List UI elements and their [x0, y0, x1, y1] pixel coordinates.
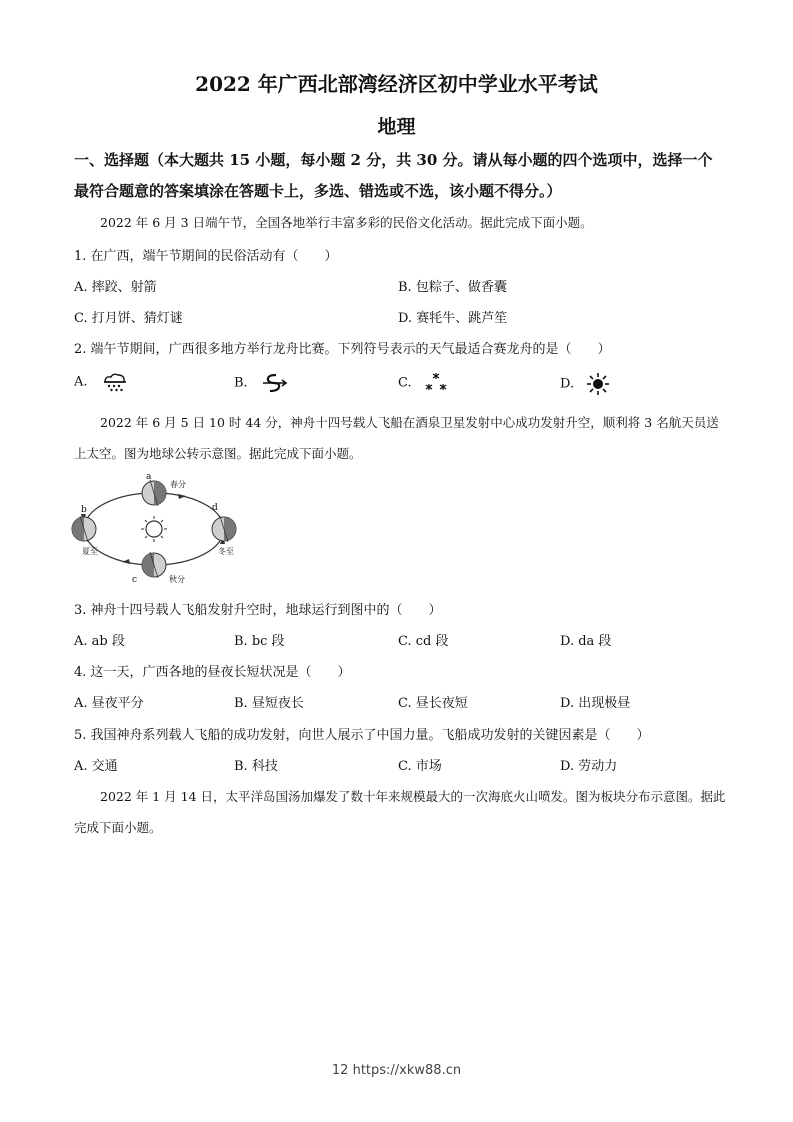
orbit-label-a: a [146, 472, 152, 482]
question-1-stem: 1. 在广西，端午节期间的民俗活动有（ ） [74, 249, 338, 264]
earth-orbit-diagram [70, 470, 240, 588]
question-2-option-c-label: C. [398, 375, 412, 391]
question-5-option-d: D. 劳动力 [560, 759, 618, 774]
question-3-option-c: C. cd 段 [398, 634, 449, 649]
question-4-option-c: C. 昼长夜短 [398, 696, 468, 711]
question-2-option-c [398, 372, 448, 394]
exam-title: 2022 年广西北部湾经济区初中学业水平考试 [195, 72, 598, 96]
question-2-option-b-label: B. [234, 375, 248, 391]
question-5-option-b: B. 科技 [234, 759, 278, 774]
question-1-option-b: B. 包粽子、做香囊 [398, 280, 507, 295]
orbit-label-autumn: 秋分 [169, 575, 185, 584]
earth-position-d [212, 516, 236, 542]
earth-position-c [142, 552, 166, 578]
question-1-option-d: D. 赛牦牛、跳芦笙 [398, 311, 508, 326]
earth-position-a [142, 480, 166, 506]
orbit-label-summer: 夏至 [82, 547, 98, 556]
question-3-option-b: B. bc 段 [234, 634, 285, 649]
orbit-label-b: b [81, 505, 87, 515]
orbit-label-spring: 春分 [170, 480, 186, 489]
snow-icon [424, 372, 448, 394]
question-1-option-c: C. 打月饼、猜灯谜 [74, 311, 183, 326]
question-2-stem: 2. 端午节期间，广西很多地方举行龙舟比赛。下列符号表示的天气最适合赛龙舟的是（ ） [74, 342, 611, 357]
question-4-option-b: B. 昼短夜长 [234, 696, 304, 711]
section-heading: 一、选择题（本大题共 15 小题，每小题 2 分，共 30 分。请从每小题的四个选项中，选择一个最符合题意的答案填涂在答题卡上，多选、错选或不选，该小题不得分。） [74, 151, 713, 200]
question-5-option-c: C. 市场 [398, 759, 442, 774]
question-2-option-a-label: A. [74, 374, 88, 390]
question-5-stem: 5. 我国神舟系列载人飞船的成功发射，向世人展示了中国力量。飞船成功发射的关键因素是（ ） [74, 728, 650, 743]
question-2-option-d [560, 372, 610, 396]
question-2-option-d-label: D. [560, 376, 575, 392]
intro-paragraph-3: 2022 年 1 月 14 日，太平洋岛国汤加爆发了数十年来规模最大的一次海底火山喷发。图为板块分布示意图。据此完成下面小题。 [74, 789, 726, 835]
sunny-icon [586, 372, 610, 396]
page-footer: 12 https://xkw88.cn [331, 1063, 462, 1078]
orbit-label-c: c [132, 575, 138, 585]
sandstorm-icon [260, 372, 288, 394]
question-3-stem: 3. 神舟十四号载人飞船发射升空时，地球运行到图中的（ ） [74, 603, 442, 618]
question-4-stem: 4. 这一天，广西各地的昼夜长短状况是（ ） [74, 665, 351, 680]
earth-position-b [72, 516, 96, 542]
question-5-option-a: A. 交通 [74, 759, 118, 774]
sun-icon [141, 516, 167, 542]
intro-paragraph-2: 2022 年 6 月 5 日 10 时 44 分，神舟十四号载人飞船在酒泉卫星发射中心成功发射升空，顺利将 3 名航天员送上太空。图为地球公转示意图。据此完成下面小题。 [74, 415, 719, 461]
question-2-option-a [74, 372, 130, 392]
question-3-option-d: D. da 段 [560, 634, 612, 649]
subject-title: 地理 [377, 116, 416, 138]
orbit-label-winter: 冬至 [218, 547, 234, 556]
question-4-option-a: A. 昼夜平分 [74, 696, 144, 711]
question-4-option-d: D. 出现极昼 [560, 696, 631, 711]
intro-paragraph-1: 2022 年 6 月 3 日端午节，全国各地举行丰富多彩的民俗文化活动。据此完成下面小题。 [100, 215, 593, 230]
rain-shower-icon [100, 372, 130, 392]
orbit-label-d: d [212, 503, 218, 513]
question-2-option-b [234, 372, 288, 394]
question-3-option-a: A. ab 段 [74, 634, 125, 649]
question-1-option-a: A. 摔跤、射箭 [74, 280, 157, 295]
